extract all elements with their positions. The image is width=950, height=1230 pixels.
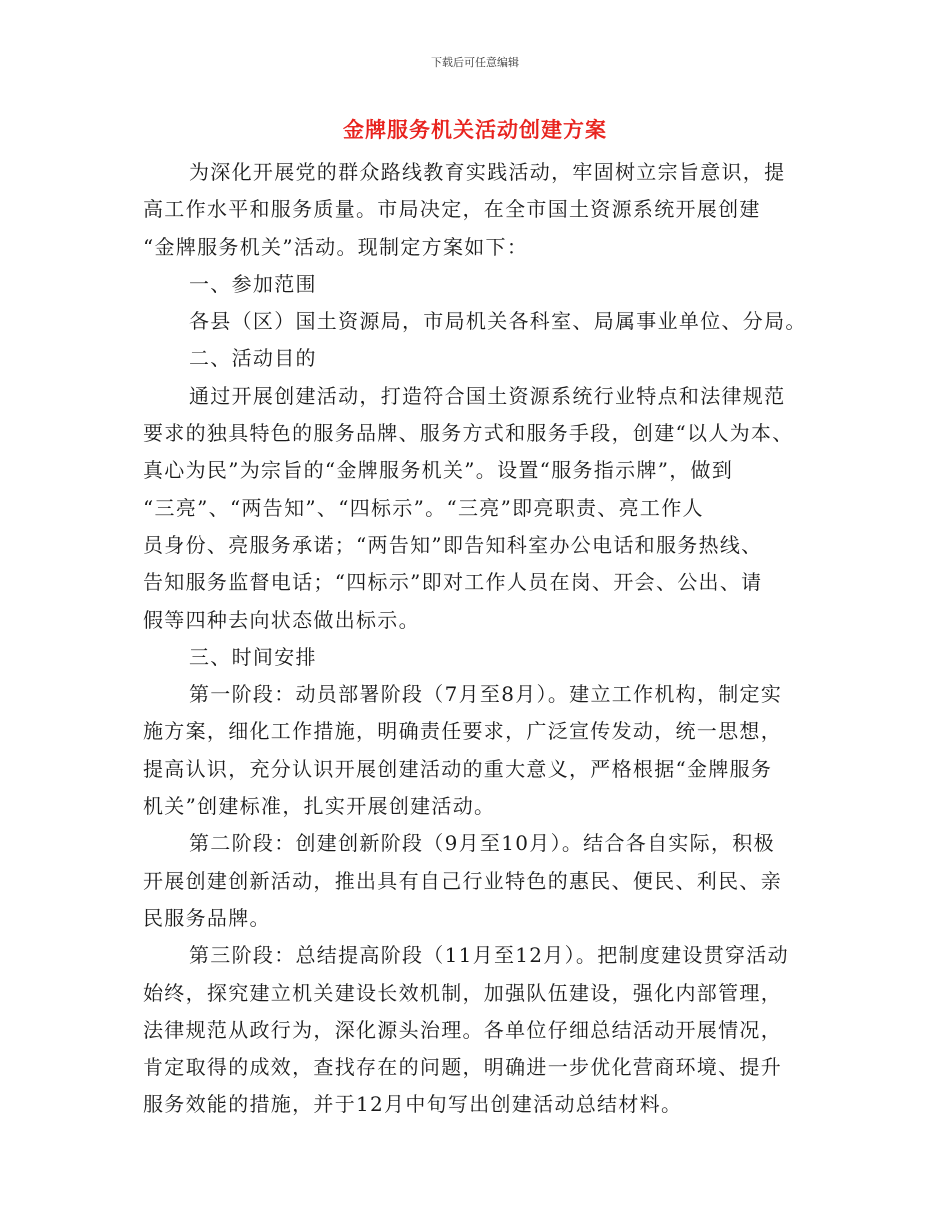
section-heading: 二、活动目的 [189,346,317,371]
paragraph-line: “金牌服务机关”活动。现制定方案如下： [143,234,529,259]
paragraph-line: 为深化开展党的群众路线教育实践活动，牢固树立宗旨意识，提 [189,160,786,184]
paragraph-line: 机关”创建标准，扎实开展创建活动。 [143,794,496,819]
section-heading: 三、时间安排 [189,644,317,669]
paragraph-line: 假等四种去向状态做出标示。 [143,607,420,632]
document-title: 金牌服务机关活动创建方案 [343,118,607,142]
paragraph-line: 民服务品牌。 [143,905,271,930]
paragraph-line: 始终，探究建立机关建设长效机制，加强队伍建设，强化内部管理， [143,980,782,1005]
page-header-note: 下载后可任意编辑 [431,56,519,69]
document-body [143,154,813,1124]
paragraph-line: 第二阶段：创建创新阶段（9月至10月）。结合各自实际，积极 [189,831,775,856]
paragraph-line: 施方案，细化工作措施，明确责任要求，广泛宣传发动，统一思想， [143,719,782,744]
section-heading: 一、参加范围 [189,271,317,296]
paragraph-line: 要求的独具特色的服务品牌、服务方式和服务手段，创建“以人为本、 [143,421,794,446]
paragraph-line: 法律规范从政行为，深化源头治理。各单位仔细总结活动开展情况， [143,1017,782,1042]
paragraph-line: 告知服务监督电话；“四标示”即对工作人员在岗、开会、公出、请 [143,570,763,595]
paragraph-line: “三亮”、“两告知”、“四标示”。“三亮”即亮职责、亮工作人 [143,495,704,520]
paragraph-line: 通过开展创建活动，打造符合国土资源系统行业特点和法律规范 [189,383,786,408]
paragraph-line: 高工作水平和服务质量。市局决定，在全市国土资源系统开展创建 [143,197,761,222]
paragraph-line: 服务效能的措施，并于12月中旬写出创建活动总结材料。 [143,1092,683,1117]
paragraph-line: 肯定取得的成效，查找存在的问题，明确进一步优化营商环境、提升 [143,1055,782,1080]
paragraph-line: 真心为民”为宗旨的“金牌服务机关”。设置“服务指示牌”，做到 [143,458,734,483]
paragraph-line: 第三阶段：总结提高阶段（11月至12月）。把制度建设贯穿活动 [189,943,789,968]
paragraph-line: 各县（区）国土资源局，市局机关各科室、局属事业单位、分局。 [189,309,807,334]
paragraph-line: 开展创建创新活动，推出具有自己行业特色的惠民、便民、利民、亲 [143,868,782,893]
paragraph-line: 提高认识，充分认识开展创建活动的重大意义，严格根据“金牌服务 [143,756,773,781]
paragraph-line: 第一阶段：动员部署阶段（7月至8月）。建立工作机构，制定实 [189,682,783,707]
paragraph-line: 员身份、亮服务承诺；“两告知”即告知科室办公电话和服务热线、 [143,532,763,557]
